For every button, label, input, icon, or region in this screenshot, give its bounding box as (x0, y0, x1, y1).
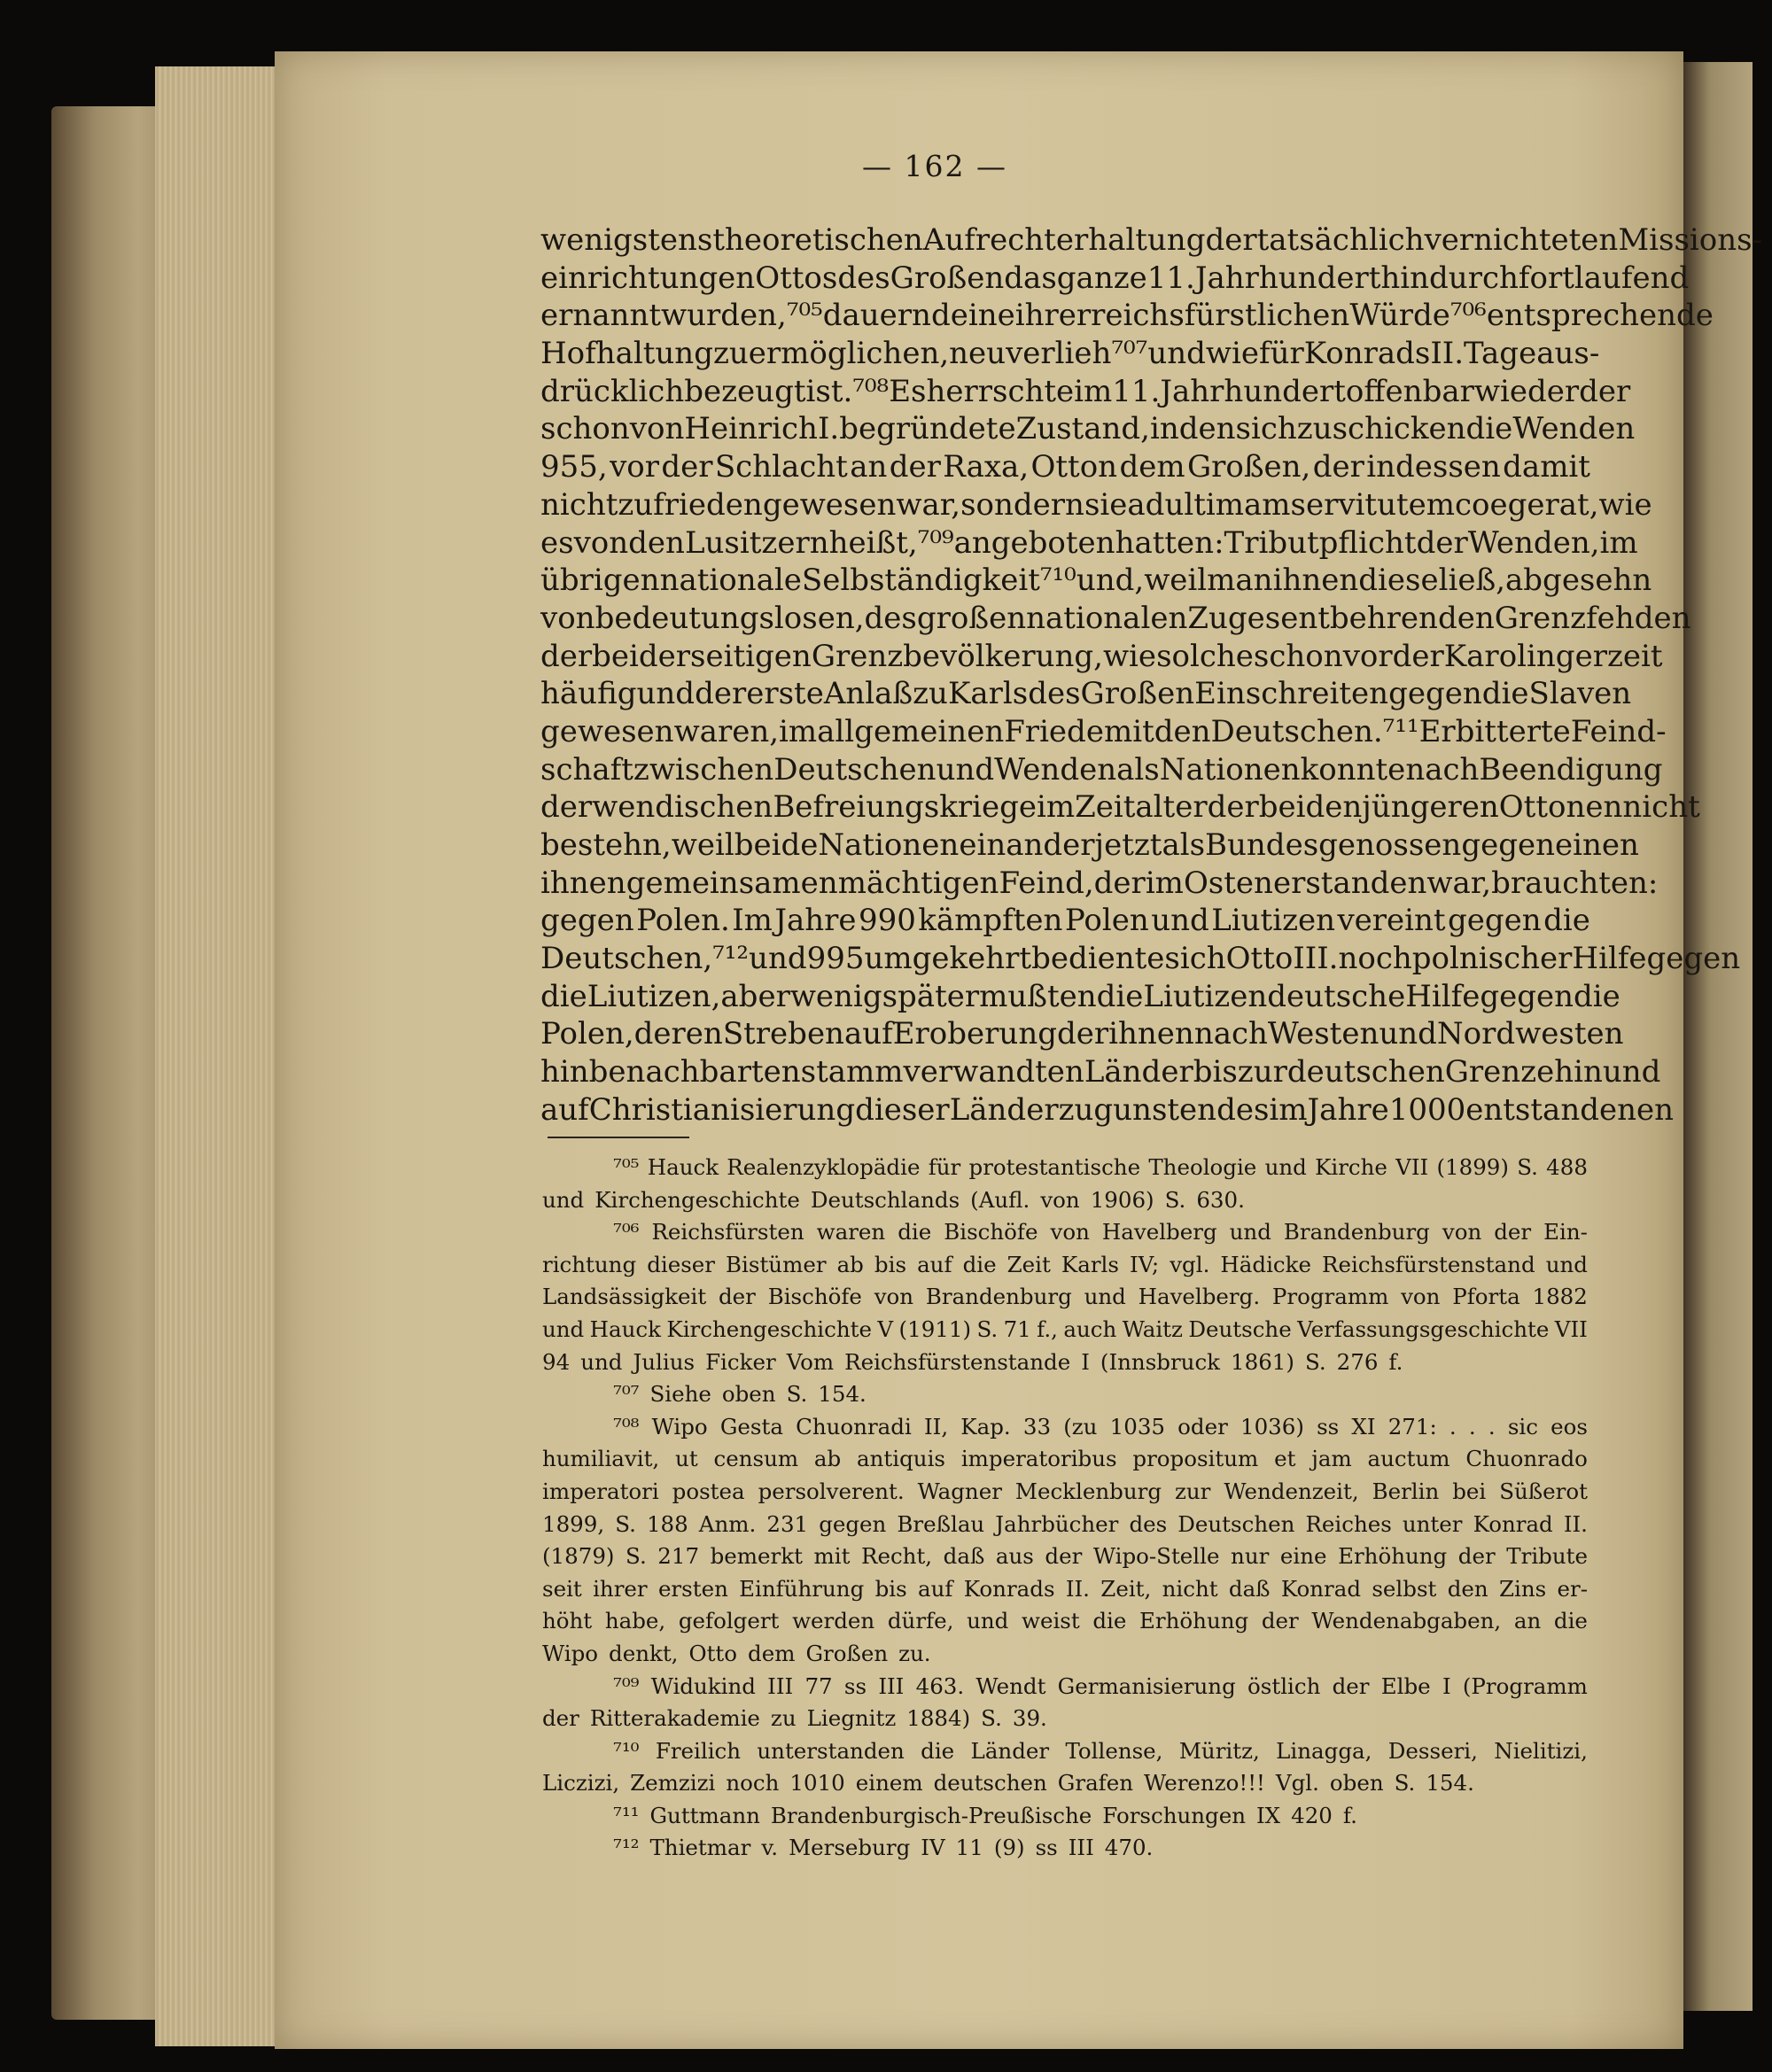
text-line: häufig und der erste Anlaß zu Karls des Großen Einschreiten gegen die Slaven (540, 676, 1632, 712)
footnote-line: ⁷⁰⁷ Siehe oben S. 154. (613, 1381, 867, 1408)
text-line: Hofhaltung zu ermöglichen, neu verlieh⁷⁰⁷ und wie für Konrads II. Tage aus- (540, 336, 1600, 372)
footnote-line: imperatori postea persolverent. Wagner Mecklenburg zur Wendenzeit, Berlin bei Süßerot (542, 1478, 1588, 1504)
footnote-line: Landsässigkeit der Bischöfe von Brandenburg und Havelberg. Programm von Pforta 1882 (542, 1284, 1588, 1310)
footnote-line: 94 und Julius Ficker Vom Reichsfürstenstande I (Innsbruck 1861) S. 276 f. (542, 1348, 1403, 1375)
footnote-line: und Kirchengeschichte Deutschlands (Aufl. von 1906) S. 630. (542, 1186, 1245, 1213)
text-line: die Liutizen, aber wenig später mußten die Liutizen deutsche Hilfe gegen die (540, 978, 1620, 1014)
footnote-line: ⁷¹² Thietmar v. Merseburg IV 11 (9) ss III 470. (613, 1835, 1154, 1861)
text-line: bestehn, weil beide Nationen einander jetzt als Bundesgenossen gegen einen (540, 827, 1639, 863)
footnote-line: der Ritterakademie zu Liegnitz 1884) S. 39. (542, 1705, 1047, 1732)
footnote-line: ⁷¹¹ Guttmann Brandenburgisch-Preußische Forschungen IX 420 f. (613, 1802, 1357, 1828)
page-stack (155, 66, 288, 2046)
body-text (540, 221, 1763, 1129)
text-line: es von den Lusitzern heißt,⁷⁰⁹ angeboten hatten: Tributpflicht der Wenden, im (540, 524, 1638, 561)
page-number: — 162 — (862, 149, 1007, 183)
footnote-line: Liczizi, Zemzizi noch 1010 einem deutschen Grafen Werenzo!!! Vgl. oben S. 154. (542, 1770, 1474, 1797)
text-line: gewesen waren, im allgemeinen Friede mit den Deutschen.⁷¹¹ Erbitterte Feind- (540, 713, 1667, 749)
text-line: ihnen gemeinsamen mächtigen Feind, der im Osten erstanden war, brauchten: (540, 865, 1659, 901)
text-line: auf Christianisierung dieser Länder zugunsten des im Jahre 1000 entstandenen (540, 1091, 1675, 1128)
footnotes (542, 1152, 1588, 1865)
footnote-line: ⁷⁰⁸ Wipo Gesta Chuonradi II, Kap. 33 (zu 1035 oder 1036) ss XI 271: . . . sic eos (613, 1413, 1588, 1440)
text-line: gegen Polen. Im Jahre 990 kämpften Polen und Liutizen vereint gegen die (540, 903, 1590, 939)
footnote-line: humiliavit, ut censum ab antiquis imperatoribus propositum et jam auctum Chuonrado (542, 1446, 1588, 1472)
text-line: der wendischen Befreiungskriege im Zeitalter der beiden jüngeren Ottonen nicht (540, 789, 1700, 826)
footnote-line: höht habe, gefolgert werden dürfe, und weist die Erhöhung der Wendenabgaben, an die (542, 1608, 1588, 1634)
facing-page-edge (1682, 62, 1753, 2011)
footnote-line: ⁷⁰⁹ Widukind III 77 ss III 463. Wendt Germanisierung östlich der Elbe I (Programm (613, 1672, 1588, 1699)
text-line: hin benachbarten stammverwandten Länder bis zur deutschen Grenze hin und (540, 1054, 1661, 1090)
text-line: Deutschen,⁷¹² und 995 umgekehrt bediente sich Otto III. noch polnischer Hilfe gegen (540, 941, 1741, 977)
text-line: schon von Heinrich I. begründete Zustand, in den sich zu schicken die Wenden (540, 411, 1636, 447)
text-line: Polen, deren Streben auf Eroberung der ihnen nach Westen und Nordwesten (540, 1016, 1624, 1052)
text-line: ernannt wurden,⁷⁰⁵ dauernd eine ihrer reichsfürstlichen Würde⁷⁰⁶ entsprechende (540, 298, 1714, 334)
footnote-line: seit ihrer ersten Einführung bis auf Konrads II. Zeit, nicht daß Konrad selbst den Zins er- (542, 1575, 1588, 1602)
footnote-line: richtung dieser Bistümer ab bis auf die Zeit Karls IV; vgl. Hädicke Reichsfürstenstand und (542, 1251, 1588, 1277)
text-line: wenigstens theoretischen Aufrechterhaltung der tatsächlich vernichteten Missions- (540, 222, 1763, 258)
footnote-separator (548, 1137, 689, 1138)
footnote-line: ⁷⁰⁵ Hauck Realenzyklopädie für protestantische Theologie und Kirche VII (1899) S. 488 (613, 1154, 1588, 1180)
text-line: der beiderseitigen Grenzbevölkerung, wie solche schon vor der Karolingerzeit (540, 638, 1663, 674)
text-line: von bedeutungslosen, des großen nationalen Zuges entbehrenden Grenzfehden (540, 600, 1691, 636)
text-line: 955, vor der Schlacht an der Raxa, Otton dem Großen, der indessen damit (540, 449, 1590, 485)
footnote-line: (1879) S. 217 bemerkt mit Recht, daß aus der Wipo-Stelle nur eine Erhöhung der Tribute (542, 1543, 1588, 1570)
text-line: drücklich bezeugt ist.⁷⁰⁸ Es herrschte im 11. Jahrhundert offenbar wieder der (540, 373, 1631, 409)
text-line: übrigen nationale Selbständigkeit⁷¹⁰ und, weil man ihnen diese ließ, abgesehn (540, 563, 1652, 599)
footnote-line: ⁷⁰⁶ Reichsfürsten waren die Bischöfe von Havelberg und Brandenburg von der Ein- (613, 1219, 1588, 1246)
footnote-line: 1899, S. 188 Anm. 231 gegen Breßlau Jahrbücher des Deutschen Reiches unter Konrad II. (542, 1510, 1588, 1537)
text-line: schaft zwischen Deutschen und Wenden als Nationen konnte nach Beendigung (540, 751, 1663, 788)
text-line: einrichtungen Ottos des Großen das ganze 11. Jahrhundert hindurch fortlaufend (540, 260, 1690, 296)
text-line: nicht zufrieden gewesen war, sondern sie ad ultimam servitutem coegerat, wie (540, 486, 1652, 523)
footnote-line: ⁷¹⁰ Freilich unterstanden die Länder Tollense, Müritz, Linagga, Desseri, Nielitizi, (613, 1737, 1588, 1764)
footnote-line: und Hauck Kirchengeschichte V (1911) S. 71 f., auch Waitz Deutsche Verfassungsgeschichte VII (542, 1315, 1588, 1342)
footnote-line: Wipo denkt, Otto dem Großen zu. (542, 1640, 931, 1666)
